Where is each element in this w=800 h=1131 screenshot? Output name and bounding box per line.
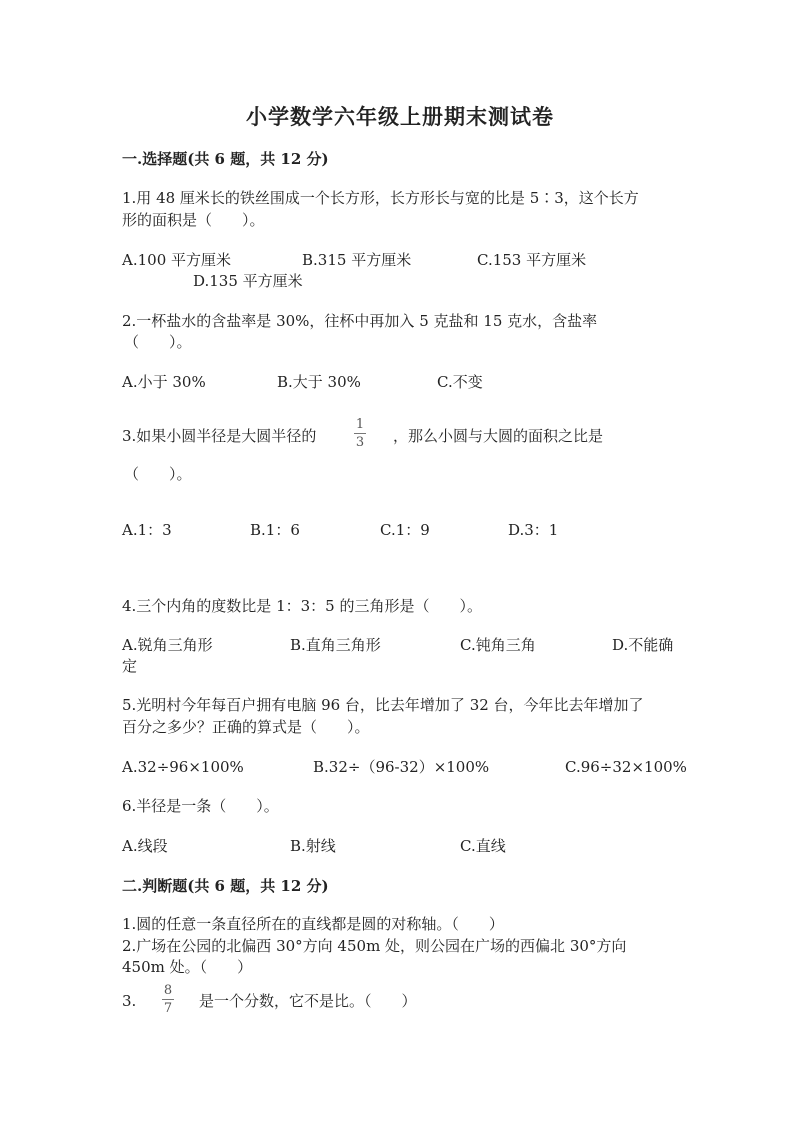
- fraction-bar: [162, 999, 174, 1000]
- question-5-option-a: A.32÷96×100%: [122, 758, 244, 776]
- question-6-option-b: B.射线: [290, 837, 336, 855]
- question-4-option-d-wrap: 定: [122, 657, 138, 675]
- question-4-option-b: B.直角三角形: [290, 636, 381, 654]
- question-2-text-cont: （ ）。: [124, 333, 192, 351]
- fraction-denominator: 3: [355, 435, 365, 450]
- question-5-option-b: B.32÷（96-32）×100%: [313, 758, 490, 776]
- page-title: 小学数学六年级上册期末测试卷: [246, 104, 554, 129]
- judgment-2-text: 2.广场在公园的北偏西 30°方向 450m 处，则公园在广场的西偏北 30°方向: [122, 937, 627, 955]
- question-6-option-a: A.线段: [122, 837, 168, 855]
- fraction-denominator: 7: [163, 1001, 173, 1016]
- question-1-option-c: C.153 平方厘米: [477, 251, 587, 269]
- question-5-text: 5.光明村今年每百户拥有电脑 96 台，比去年增加了 32 台，今年比去年增加了: [122, 696, 644, 714]
- judgment-1-text: 1.圆的任意一条直径所在的直线都是圆的对称轴。（ ）: [122, 915, 504, 933]
- question-4-text: 4.三个内角的度数比是 1：3：5 的三角形是（ ）。: [122, 597, 482, 615]
- question-6-option-c: C.直线: [460, 837, 506, 855]
- question-5-option-c: C.96÷32×100%: [565, 758, 687, 776]
- question-6-text: 6.半径是一条（ ）。: [122, 797, 279, 815]
- question-1-text: 1.用 48 厘米长的铁丝围成一个长方形，长方形长与宽的比是 5∶3，这个长方: [122, 189, 639, 207]
- question-1-option-a: A.100 平方厘米: [122, 251, 231, 269]
- fraction-numerator: 8: [163, 983, 173, 998]
- question-3-text: 3.如果小圆半径是大圆半径的: [122, 427, 317, 445]
- question-3-text-post: ，那么小圆与大圆的面积之比是: [393, 427, 604, 445]
- question-3-text-cont: （ ）。: [124, 465, 192, 483]
- question-2-option-a: A.小于 30%: [122, 373, 206, 391]
- question-3-option-b: B.1：6: [250, 521, 300, 539]
- question-2-option-b: B.大于 30%: [277, 373, 361, 391]
- judgment-2-text-cont: 450m 处。（ ）: [122, 958, 253, 976]
- section-heading-choice: 一.选择题(共 6 题，共 12 分): [122, 150, 329, 168]
- fraction-numerator: 1: [355, 417, 365, 432]
- question-4-option-a: A.锐角三角形: [122, 636, 213, 654]
- question-1-option-d: D.135 平方厘米: [193, 272, 303, 290]
- question-3-option-d: D.3：1: [508, 521, 559, 539]
- question-2-text: 2.一杯盐水的含盐率是 30%，往杯中再加入 5 克盐和 15 克水，含盐率: [122, 312, 598, 330]
- question-3-fraction: [352, 418, 368, 449]
- section-heading-judgment: 二.判断题(共 6 题，共 12 分): [122, 877, 329, 895]
- question-3-option-a: A.1：3: [122, 521, 172, 539]
- question-2-option-c: C.不变: [437, 373, 483, 391]
- question-3-option-c: C.1：9: [380, 521, 430, 539]
- judgment-3-text: 是一个分数，它不是比。（ ）: [199, 992, 417, 1010]
- question-5-text-cont: 百分之多少？正确的算式是（ ）。: [122, 718, 370, 736]
- question-4-option-c: C.钝角三角: [460, 636, 536, 654]
- question-1-option-b: B.315 平方厘米: [302, 251, 412, 269]
- question-4-option-d: D.不能确: [612, 636, 674, 654]
- question-1-text-cont: 形的面积是（ ）。: [122, 211, 265, 229]
- fraction-bar: [354, 433, 366, 434]
- judgment-3-fraction: [160, 984, 176, 1015]
- judgment-3-number: 3.: [122, 992, 137, 1010]
